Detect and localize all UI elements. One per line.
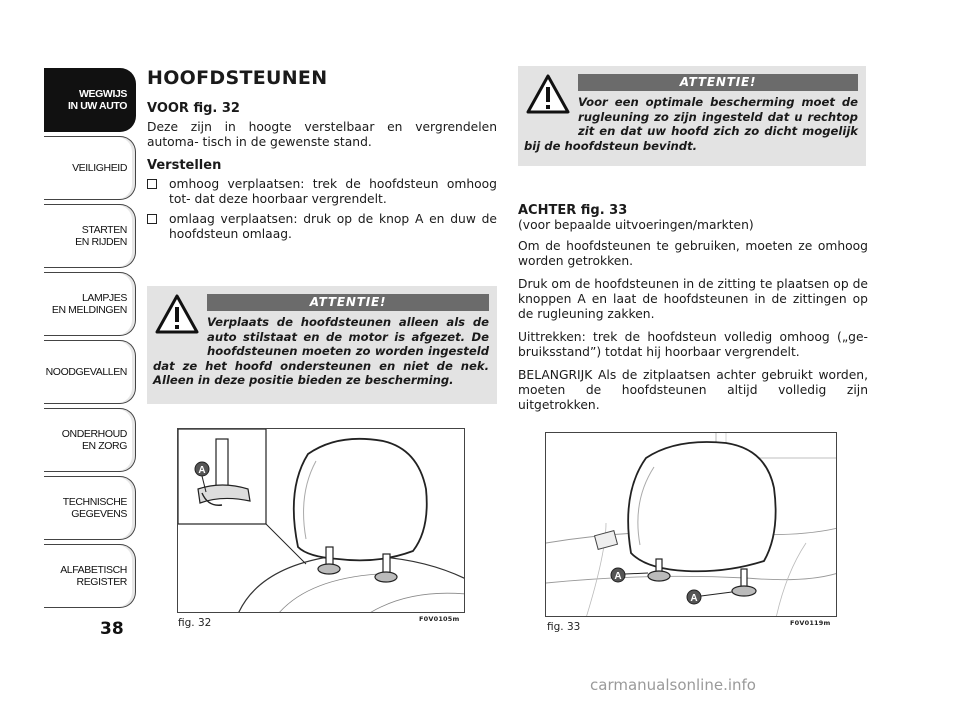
warning-triangle-icon: [526, 74, 570, 114]
callout-a-right: A: [690, 593, 698, 604]
tab-wegwijs[interactable]: WEGWIJS IN UW AUTO: [44, 68, 136, 132]
page-title: HOOFDSTEUNEN: [147, 67, 328, 89]
bullet-item: omlaag verplaatsen: druk op de knop A en duw de hoofdsteun omlaag.: [147, 212, 497, 242]
tab-alfabetisch[interactable]: ALFABETISCH REGISTER: [44, 544, 136, 608]
rear-note: (voor bepaalde uitvoeringen/markten): [518, 218, 754, 232]
rear-paragraph: Druk om de hoofdsteunen in de zitting te plaatsen op de knoppen A en laat de hoofdsteunen in de zittingen op de rugleuning zakken.: [518, 277, 868, 321]
rear-paragraph: Uittrekken: trek de hoofdsteun volledig omhoog („ge- bruiksstand”) totdat hij hoorbaar vergrendelt.: [518, 330, 868, 359]
callout-a-left: A: [614, 571, 622, 582]
tab-onderhoud[interactable]: ONDERHOUD EN ZORG: [44, 408, 136, 472]
page-number: 38: [100, 619, 124, 639]
tab-starten[interactable]: STARTEN EN RIJDEN: [44, 204, 136, 268]
attention-text: Verplaats de hoofdsteunen alleen als de auto stilstaat en de motor is afgezet. De hoofdsteunen moeten zo worden ingesteld dat ze het hoofd ondersteunen en niet de nek. Alleen in deze positie bieden ze bescherming.: [153, 315, 489, 388]
tab-noodgevallen[interactable]: NOODGEVALLEN: [44, 340, 136, 404]
attention-text: Voor een optimale bescherming moet de rugleuning zo zijn ingesteld dat u rechtop zit en dat uw hoofd zich zo dicht mogelijk bij de hoofdsteun bevindt.: [524, 95, 858, 153]
figure-caption: fig. 32: [178, 617, 212, 629]
bullet-item: omhoog verplaatsen: trek de hoofdsteun omhoog tot- dat deze hoorbaar vergrendelt.: [147, 177, 497, 207]
figure-code: F0V0119m: [790, 619, 831, 627]
checkbox-bullet-icon: [147, 179, 157, 189]
attention-box-right: [518, 66, 866, 166]
watermark: carmanualsonline.info: [590, 676, 756, 694]
rear-paragraph: Om de hoofdsteunen te gebruiken, moeten ze omhoog worden getrokken.: [518, 239, 868, 268]
figure-caption: fig. 33: [547, 621, 581, 633]
headrest-rear-illustration: [546, 433, 837, 617]
warning-triangle-icon: [155, 294, 199, 334]
tab-veiligheid[interactable]: VEILIGHEID: [44, 136, 136, 200]
front-text: Deze zijn in hoogte verstelbaar en vergrendelen automa- tisch in de gewenste stand.: [147, 120, 497, 149]
headrest-front-illustration: [178, 429, 465, 613]
adjust-heading: Verstellen: [147, 158, 222, 173]
checkbox-bullet-icon: [147, 214, 157, 224]
right-column: [518, 203, 868, 421]
left-column: [147, 67, 497, 247]
tab-lampjes[interactable]: LAMPJES EN MELDINGEN: [44, 272, 136, 336]
attention-banner: ATTENTIE!: [207, 294, 489, 311]
rear-paragraph: BELANGRIJK Als de zitplaatsen achter gebruikt worden, moeten de hoofdsteunen altijd volledig zijn uitgetrokken.: [518, 368, 868, 412]
tab-technische[interactable]: TECHNISCHE GEGEVENS: [44, 476, 136, 540]
figure-33: [545, 432, 837, 617]
front-heading: VOOR fig. 32: [147, 101, 240, 116]
figure-code: F0V0105m: [419, 615, 460, 623]
chapter-tabs: [44, 68, 136, 612]
callout-a: A: [198, 465, 206, 476]
figure-32: [177, 428, 465, 613]
attention-box-left: [147, 286, 497, 404]
attention-banner: ATTENTIE!: [578, 74, 858, 91]
rear-heading: ACHTER fig. 33: [518, 203, 628, 218]
